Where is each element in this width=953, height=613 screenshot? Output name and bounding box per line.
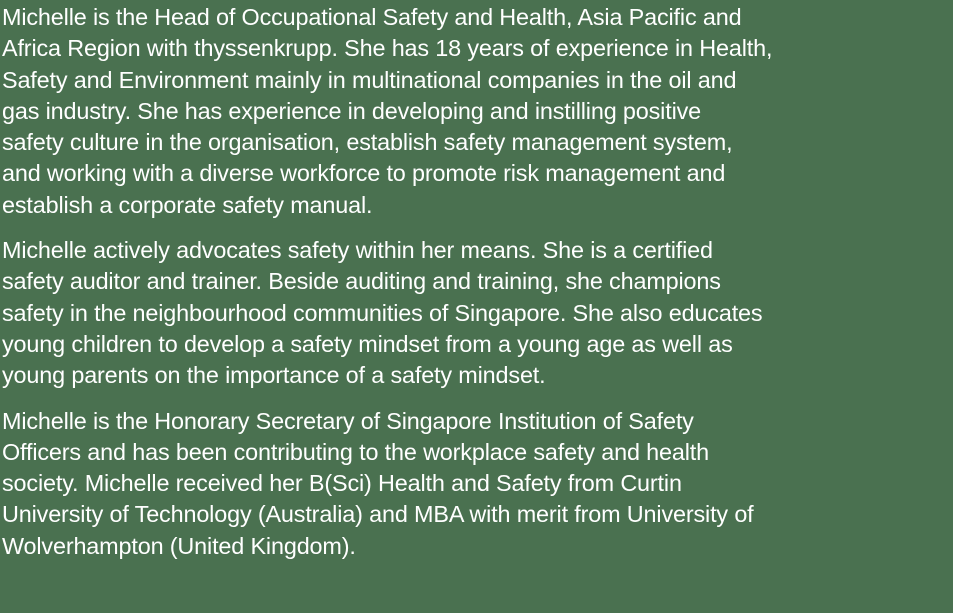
- bio-paragraph-education: [2, 406, 953, 562]
- text-line: safety auditor and trainer. Beside auditing and training, she champions: [2, 268, 721, 295]
- bio-paragraph-career: [2, 2, 953, 221]
- bio-paragraph-advocacy: [2, 235, 953, 391]
- text-line: Safety and Environment mainly in multinational companies in the oil and: [2, 66, 737, 93]
- text-line: and working with a diverse workforce to promote risk management and: [2, 160, 726, 187]
- text-line: safety culture in the organisation, establish safety management system,: [2, 129, 733, 156]
- text-line: establish a corporate safety manual.: [2, 191, 373, 218]
- text-line: Michelle actively advocates safety within her means. She is a certified: [2, 237, 713, 264]
- text-line: gas industry. She has experience in developing and instilling positive: [2, 97, 702, 124]
- text-line: University of Technology (Australia) and MBA with merit from University of: [2, 501, 754, 528]
- text-line: young parents on the importance of a safety mindset.: [2, 362, 546, 389]
- text-line: Michelle is the Honorary Secretary of Singapore Institution of Safety: [2, 407, 694, 434]
- text-line: Africa Region with thyssenkrupp. She has 18 years of experience in Health,: [2, 35, 773, 62]
- text-line: Wolverhampton (United Kingdom).: [2, 532, 356, 559]
- text-line: young children to develop a safety mindset from a young age as well as: [2, 330, 733, 357]
- text-line: Michelle is the Head of Occupational Safety and Health, Asia Pacific and: [2, 4, 742, 30]
- text-line: Officers and has been contributing to the workplace safety and health: [2, 438, 709, 465]
- biography-text: [2, 2, 953, 576]
- text-line: safety in the neighbourhood communities of Singapore. She also educates: [2, 299, 763, 326]
- text-line: society. Michelle received her B(Sci) Health and Safety from Curtin: [2, 470, 682, 497]
